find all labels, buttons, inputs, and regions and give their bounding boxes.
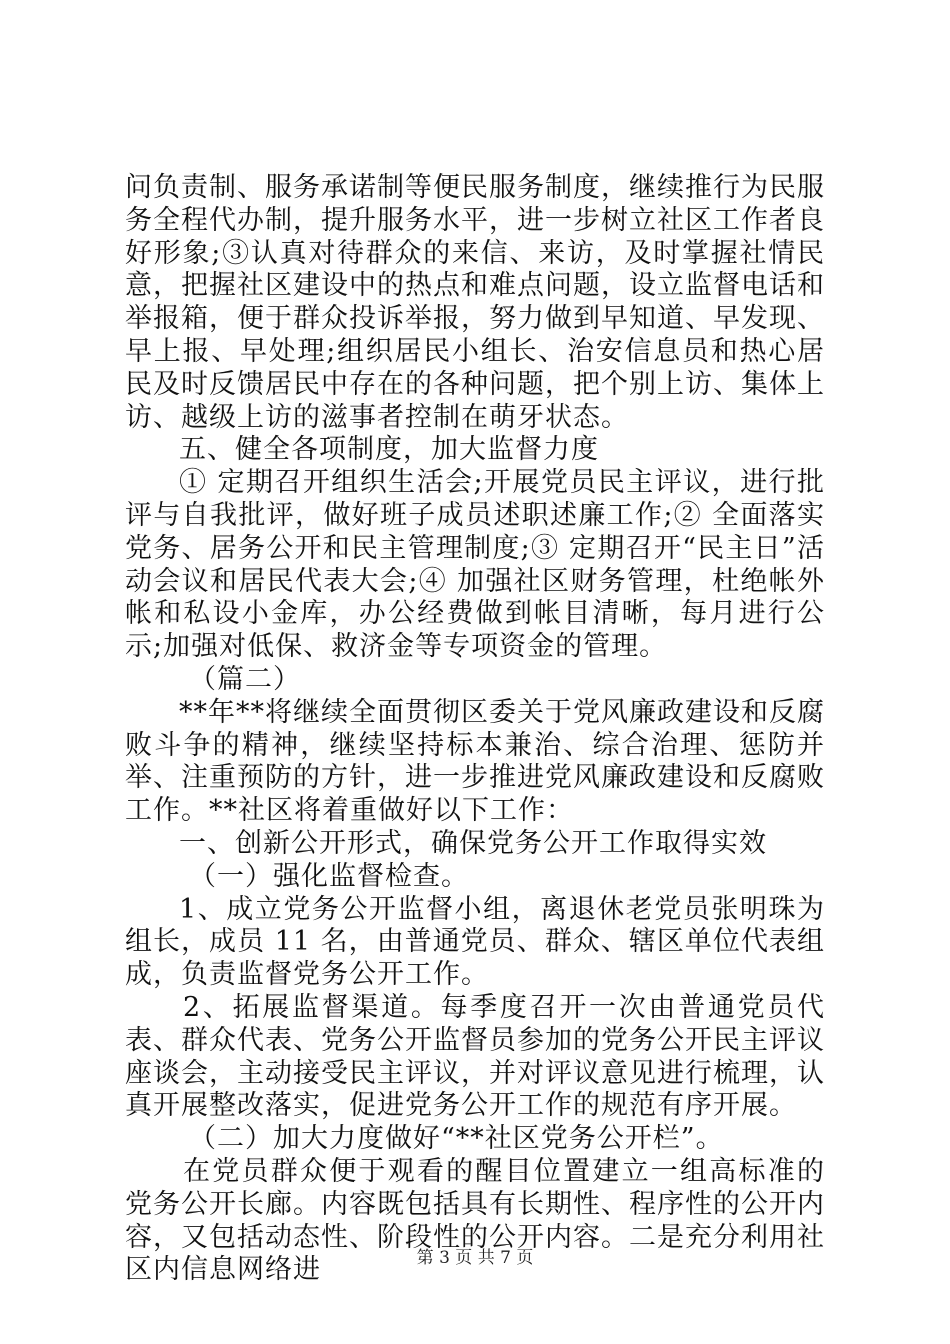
paragraph-item-1: 1、成立党务公开监督小组，离退休老党员张明珠为组长，成员 11 名，由普通党员、群众、辖区单位代表组成，负责监督党务公开工作。 — [125, 893, 825, 991]
part-two-heading: （篇二） — [189, 663, 301, 695]
document-body — [125, 172, 825, 1287]
page-footer: 第 3 页 共 7 页 — [416, 1248, 534, 1268]
paragraph-item-2: 2、拓展监督渠道。每季度召开一次由普通党员代表、群众代表、党务公开监督员参加的党务公开民主评议座谈会，主动接受民主评议，并对评议意见进行梳理，认真开展整改落实，促进党务公开工作的规范有序开展。 — [125, 991, 825, 1122]
subsection-heading-2: （二）加大力度做好“**社区党务公开栏”。 — [189, 1123, 724, 1155]
section-heading-5: 五、健全各项制度，加大监督力度 — [179, 434, 599, 466]
paragraph-system-measures: ① 定期召开组织生活会;开展党员民主评议，进行批评与自我批评，做好班子成员述职述廉工作;② 全面落实党务、居务公开和民主管理制度;③ 定期召开“民主日”活动会议和居民代表大会;④ 加强社区财务管理，杜绝帐外帐和私设小金库，办公经费做到帐目清晰，每月进行公示;加强对低保、救济金等专项资金的管理。 — [125, 467, 825, 663]
paragraph-continuation: 问负责制、服务承诺制等便民服务制度，继续推行为民服务全程代办制，提升服务水平，进一步树立社区工作者良好形象;③认真对待群众的来信、来访，及时掌握社情民意，把握社区建设中的热点和难点问题，设立监督电话和举报箱，便于群众投诉举报，努力做到早知道、早发现、早上报、早处理;组织居民小组长、治安信息员和热心居民及时反馈居民中存在的各种问题，把个别上访、集体上访、越级上访的滋事者控制在萌牙状态。 — [125, 172, 825, 433]
subsection-heading-1: （一）强化监督检查。 — [189, 860, 469, 892]
section-heading-1: 一、创新公开形式，确保党务公开工作取得实效 — [179, 827, 767, 859]
paragraph-part-two-intro: **年**将继续全面贯彻区委关于党风廉政建设和反腐败斗争的精神，继续坚持标本兼治、综合治理、惩防并举、注重预防的方针，进一步推进党风廉政建设和反腐败工作。**社区将着重做好以下工作： — [125, 696, 825, 827]
paragraph-bulletin-corridor: 在党员群众便于观看的醒目位置建立一组高标准的党务公开长廊。内容既包括具有长期性、程序性的公开内容，又包括动态性、阶段性的公开内容。二是充分利用社区内信息网络进 — [125, 1155, 825, 1286]
